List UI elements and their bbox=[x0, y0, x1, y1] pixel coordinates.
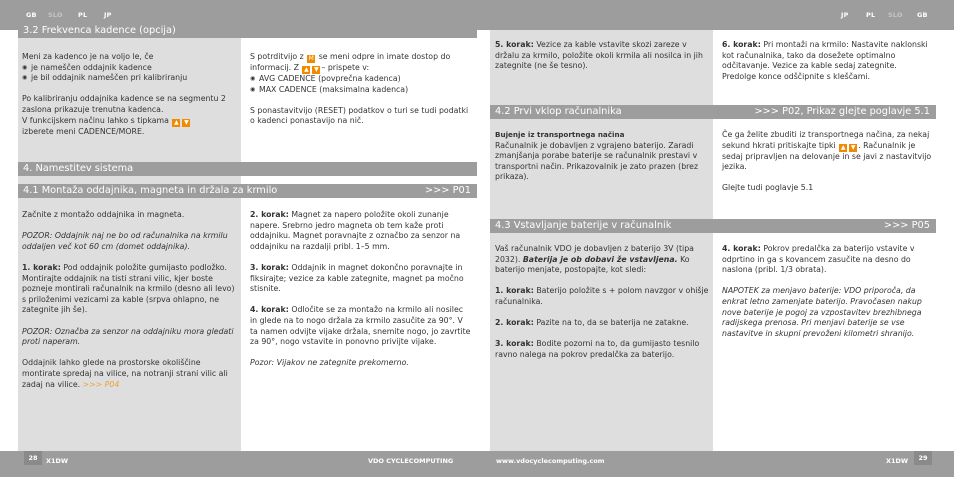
step-label: 1. korak: bbox=[22, 262, 61, 272]
paragraph: S ponastavitvijo (RESET) podatkov o turi se tudi podatki o kadenci ponastavijo na nič. bbox=[250, 105, 469, 126]
section-title: 4.2 Prvi vklop računalnika bbox=[495, 106, 622, 117]
lang-slo-right[interactable]: SLO bbox=[888, 11, 903, 19]
right-top-col1 bbox=[495, 40, 709, 82]
warning-paragraph: POZOR: Označba za senzor na oddajniku mora gledati proti naperam. bbox=[22, 326, 234, 347]
s42-col1 bbox=[495, 130, 709, 194]
text: Pod oddajnik položite gumijasto podložko. Montirajte oddajnik na tisti strani vilic, kjer boste pozneje montirali računalnik na krmilo (desno ali levo) s priloženimi vezicami za kable (srpva ohlapno, ne zategnite jih še). bbox=[22, 262, 235, 315]
step-label: 4. korak: bbox=[250, 305, 289, 315]
section-4-3-header bbox=[490, 219, 936, 233]
footer-website[interactable]: www.vdocyclecomputing.com bbox=[496, 457, 605, 465]
text: Vaš računalnik VDO je dobavljen z baterijo 3V (tipa 2032). bbox=[495, 244, 694, 264]
text: S potrditvijo z bbox=[250, 52, 304, 61]
text: – prispete v: bbox=[321, 63, 370, 72]
page-number-left: 28 bbox=[24, 451, 42, 465]
step-label: 1. korak: bbox=[495, 286, 534, 296]
lang-slo-left[interactable]: SLO bbox=[48, 11, 63, 19]
step-paragraph bbox=[250, 305, 472, 347]
text: Pazite na to, da se baterija ne zatakne. bbox=[536, 318, 689, 328]
step-paragraph bbox=[722, 40, 932, 82]
section-title: 4.3 Vstavljanje baterije v računalnik bbox=[495, 220, 672, 231]
up-arrow-icon: ▲ bbox=[304, 66, 309, 73]
text: Odločite se za montažo na krmilo ali nosilec in glede na to nogo držala za krmilo zasučite za 90°. V ta namen odvijte vijake držala, snemite nogo, jo zavrtite za 90°, nogo vstavite in ponovno privijte vijake. bbox=[250, 305, 471, 347]
section-title: 4. Namestitev sistema bbox=[23, 163, 134, 174]
text: Pokrov predalčka za baterijo vstavite v odprtino in ga s kovancem zasučite na desno do naslona (pribl. 1/3 obrata). bbox=[722, 244, 915, 275]
text: Ko baterijo menjate, postopajte, kot sledi: bbox=[495, 254, 690, 275]
text: Oddajnik in magnet dokončno poravnajte in fiksirajte; vezice za kable zategnite, magnet pa močno stisnite. bbox=[250, 262, 464, 294]
emphasis: Baterija je ob dobavi že vstavljena. bbox=[522, 254, 678, 264]
section-3-2-header bbox=[18, 24, 477, 38]
bullet-item: ◉ AVG CADENCE (povprečna kadenca) bbox=[250, 74, 472, 85]
subheading: Bujenje iz transportnega načina bbox=[495, 130, 625, 139]
paragraph bbox=[22, 116, 236, 127]
up-arrow-icon: ▲ bbox=[174, 118, 179, 126]
warning-paragraph: Pozor: Vijakov ne zategnite prekomerno. bbox=[250, 358, 409, 368]
text: Vezice za kable vstavite skozi zareze v držalu za krmilo, položite okoli krmila ali nosilca in jih zategnite (ne še tesno). bbox=[495, 40, 703, 71]
figure-reference: >>> P01 bbox=[424, 185, 471, 196]
step-paragraph bbox=[250, 210, 472, 252]
lang-gb-right[interactable]: GB bbox=[917, 11, 928, 19]
text: Oddajnik lahko glede na prostorske okoliščine montirate spredaj na vilice, na notranji strani vilic ali zadaj na vilice. bbox=[22, 358, 228, 389]
warning-paragraph: POZOR: Oddajnik naj ne bo od računalnika na krmilu oddaljen več kot 60 cm (domet oddajnika). bbox=[22, 231, 228, 251]
paragraph: Po kalibriranju oddajnika kadence se na segmentu 2 zaslona prikazuje trenutna kadenca. bbox=[22, 94, 226, 114]
figure-reference: >>> P05 bbox=[883, 220, 930, 231]
paragraph: izberete meni CADENCE/MORE. bbox=[22, 126, 145, 136]
s41-col2 bbox=[250, 210, 472, 380]
right-column-bg bbox=[490, 30, 713, 451]
bullet-item: ◉ je bil oddajnik nameščen pri kalibriranju bbox=[22, 73, 236, 84]
text: Baterijo položite s + polom navzgor v ohišje računalnika. bbox=[495, 286, 709, 306]
step-paragraph bbox=[495, 318, 709, 329]
lang-gb-left[interactable]: GB bbox=[26, 11, 37, 19]
paragraph bbox=[495, 244, 709, 276]
section-4-2-header bbox=[490, 105, 936, 119]
paragraph: Meni za kadenco je na voljo le, če bbox=[22, 52, 154, 61]
figure-reference: >>> P02, Prikaz glejte poglavje 5.1 bbox=[754, 106, 930, 117]
step-label: 5. korak: bbox=[495, 40, 534, 49]
section-4-header bbox=[18, 162, 477, 176]
down-arrow-icon: ▼ bbox=[184, 118, 189, 126]
bullet-item: ◉ je nameščen oddajnik kadence bbox=[22, 63, 236, 74]
text: . Računalnik je sedaj pripravljen na delovanje in se javi z nastavitvijo jezika. bbox=[722, 140, 932, 172]
s43-col2 bbox=[722, 244, 932, 350]
s43-col1 bbox=[495, 244, 709, 371]
figure-link[interactable]: >>> P04 bbox=[82, 379, 120, 389]
paragraph bbox=[250, 52, 472, 74]
right-top-col2 bbox=[722, 40, 932, 93]
paragraph: Začnite z montažo oddajnika in magneta. bbox=[22, 210, 185, 219]
down-arrow-icon: ▼ bbox=[314, 66, 319, 73]
text: V funkcijskem načinu lahko s tipkama bbox=[22, 115, 169, 125]
bullet-item: ◉ MAX CADENCE (maksimalna kadenca) bbox=[250, 85, 472, 96]
paragraph bbox=[722, 130, 932, 173]
page-number-right: 29 bbox=[914, 451, 932, 465]
lang-jp-right[interactable]: JP bbox=[841, 11, 849, 19]
step-label: 2. korak: bbox=[250, 210, 289, 219]
lang-pl-right[interactable]: PL bbox=[866, 11, 876, 19]
lang-jp-left[interactable]: JP bbox=[104, 11, 112, 19]
step-label: 4. korak: bbox=[722, 244, 761, 253]
up-arrow-icon: ▲ bbox=[840, 143, 846, 151]
section-4-1-header bbox=[18, 184, 477, 198]
step-paragraph bbox=[22, 263, 236, 316]
step-paragraph bbox=[250, 263, 472, 295]
note-paragraph: NAPOTEK za menjavo baterije: VDO priporoča, da enkrat letno zamenjate baterijo. Pravočasen nakup nove baterije je pogoj za vzpostavitev brezhibnega radijskega prenosa. Pri menjavi baterije se vse nastavitve in skupni prevoženi kilometri shranijo. bbox=[722, 286, 922, 338]
lang-pl-left[interactable]: PL bbox=[78, 11, 88, 19]
text: se meni odpre in imate dostop do informacij. Z bbox=[250, 52, 451, 72]
paragraph: Glejte tudi poglavje 5.1 bbox=[722, 183, 814, 193]
step-paragraph bbox=[722, 244, 932, 276]
text: Magnet za napero položite okoli zunanje napere. Srebrno jedro magneta ob tem kaže proti oddajniku. Magnet poravnajte z označbo za senzor na oddajniku na razdalji pribl. 1–5 mm. bbox=[250, 210, 461, 251]
step-paragraph bbox=[495, 286, 709, 307]
section-title: 4.1 Montaža oddajnika, magneta in držala za krmilo bbox=[23, 185, 278, 196]
footer-brand: VDO CYCLECOMPUTING bbox=[368, 457, 454, 465]
step-label: 2. korak: bbox=[495, 318, 534, 328]
down-arrow-icon: ▼ bbox=[850, 143, 856, 151]
s32-col1 bbox=[22, 52, 236, 137]
text: Če ga želite zbuditi iz transportnega načina, za nekaj sekund hkrati pritiskajte tipki bbox=[722, 130, 930, 150]
step-paragraph bbox=[495, 339, 709, 360]
text: Bodite pozorni na to, da gumijasto tesnilo ravno nalega na pokrov predalčka za baterijo. bbox=[495, 339, 700, 359]
s41-col1 bbox=[22, 210, 236, 401]
step-label: 6. korak: bbox=[722, 40, 761, 49]
s42-col2 bbox=[722, 130, 932, 205]
step-label: 3. korak: bbox=[495, 339, 534, 349]
s32-col2 bbox=[250, 52, 472, 138]
step-label: 3. korak: bbox=[250, 262, 289, 272]
m-button-icon: M bbox=[308, 55, 314, 62]
section-title: 3.2 Frekvenca kadence (opcija) bbox=[23, 25, 176, 36]
paragraph: Računalnik je dobavljen z vgrajeno baterijo. Zaradi zmanjšanja porabe baterije se računalnik prestavi v transportni način. Prikazovalnik je zato prazen (brez prikaza). bbox=[495, 140, 699, 182]
footer-model-left: X1DW bbox=[46, 457, 69, 465]
footer-bar bbox=[0, 451, 954, 477]
footer-model-right: X1DW bbox=[886, 457, 909, 465]
paragraph bbox=[22, 358, 236, 390]
text: Pri montaži na krmilo: Nastavite naklonski kot računalnika, tako da dosežete optimalno odčitavanje. Vezice za kable sedaj zategnite. Predolge konce odščipnite s kleščami. bbox=[722, 40, 928, 81]
step-paragraph bbox=[495, 40, 709, 72]
